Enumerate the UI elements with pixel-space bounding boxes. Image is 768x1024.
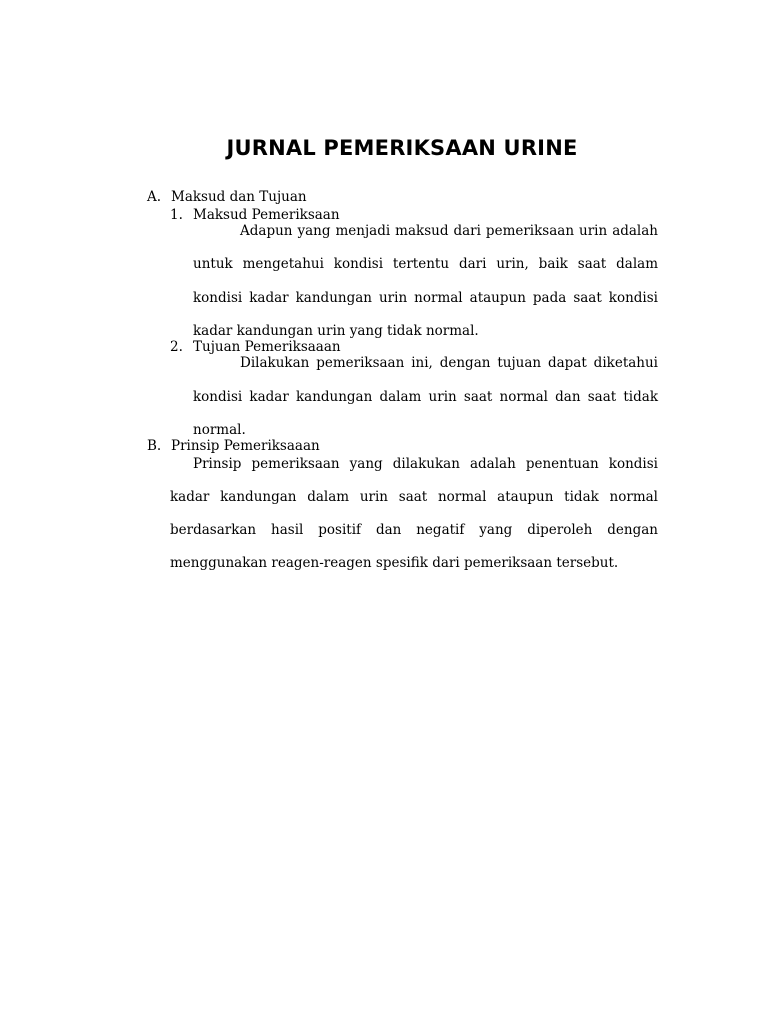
- section-b-paragraph-line: Prinsip pemeriksaan yang dilakukan adalah penentuan kondisi: [193, 456, 658, 472]
- item-1-paragraph-line: Adapun yang menjadi maksud dari pemeriksaan urin adalah: [240, 223, 658, 239]
- section-b-paragraph-line: menggunakan reagen-reagen spesifik dari pemeriksaan tersebut.: [170, 555, 619, 571]
- item-1-paragraph-line: untuk mengetahui kondisi tertentu dari urin, baik saat dalam: [193, 256, 658, 272]
- item-2-marker: 2.: [170, 339, 183, 355]
- section-b-paragraph-line: berdasarkan hasil positif dan negatif yang diperoleh dengan: [170, 522, 658, 538]
- section-b-marker: B.: [147, 438, 162, 454]
- item-1-heading: Maksud Pemeriksaan: [193, 207, 340, 223]
- section-b-paragraph-line: kadar kandungan dalam urin saat normal ataupun tidak normal: [170, 489, 658, 505]
- section-a-heading: Maksud dan Tujuan: [171, 189, 307, 205]
- item-1-marker: 1.: [170, 207, 183, 223]
- document-title: JURNAL PEMERIKSAAN URINE: [226, 136, 578, 160]
- item-1-paragraph-line: kadar kandungan urin yang tidak normal.: [193, 323, 479, 339]
- item-1-paragraph-line: kondisi kadar kandungan urin normal ataupun pada saat kondisi: [193, 290, 658, 306]
- section-b-heading: Prinsip Pemeriksaaan: [171, 438, 320, 454]
- item-2-paragraph-line: kondisi kadar kandungan dalam urin saat normal dan saat tidak: [193, 389, 658, 405]
- item-2-heading: Tujuan Pemeriksaaan: [193, 339, 341, 355]
- item-2-paragraph-line: normal.: [193, 422, 246, 438]
- section-a-marker: A.: [147, 189, 162, 205]
- item-2-paragraph-line: Dilakukan pemeriksaan ini, dengan tujuan dapat diketahui: [240, 355, 658, 371]
